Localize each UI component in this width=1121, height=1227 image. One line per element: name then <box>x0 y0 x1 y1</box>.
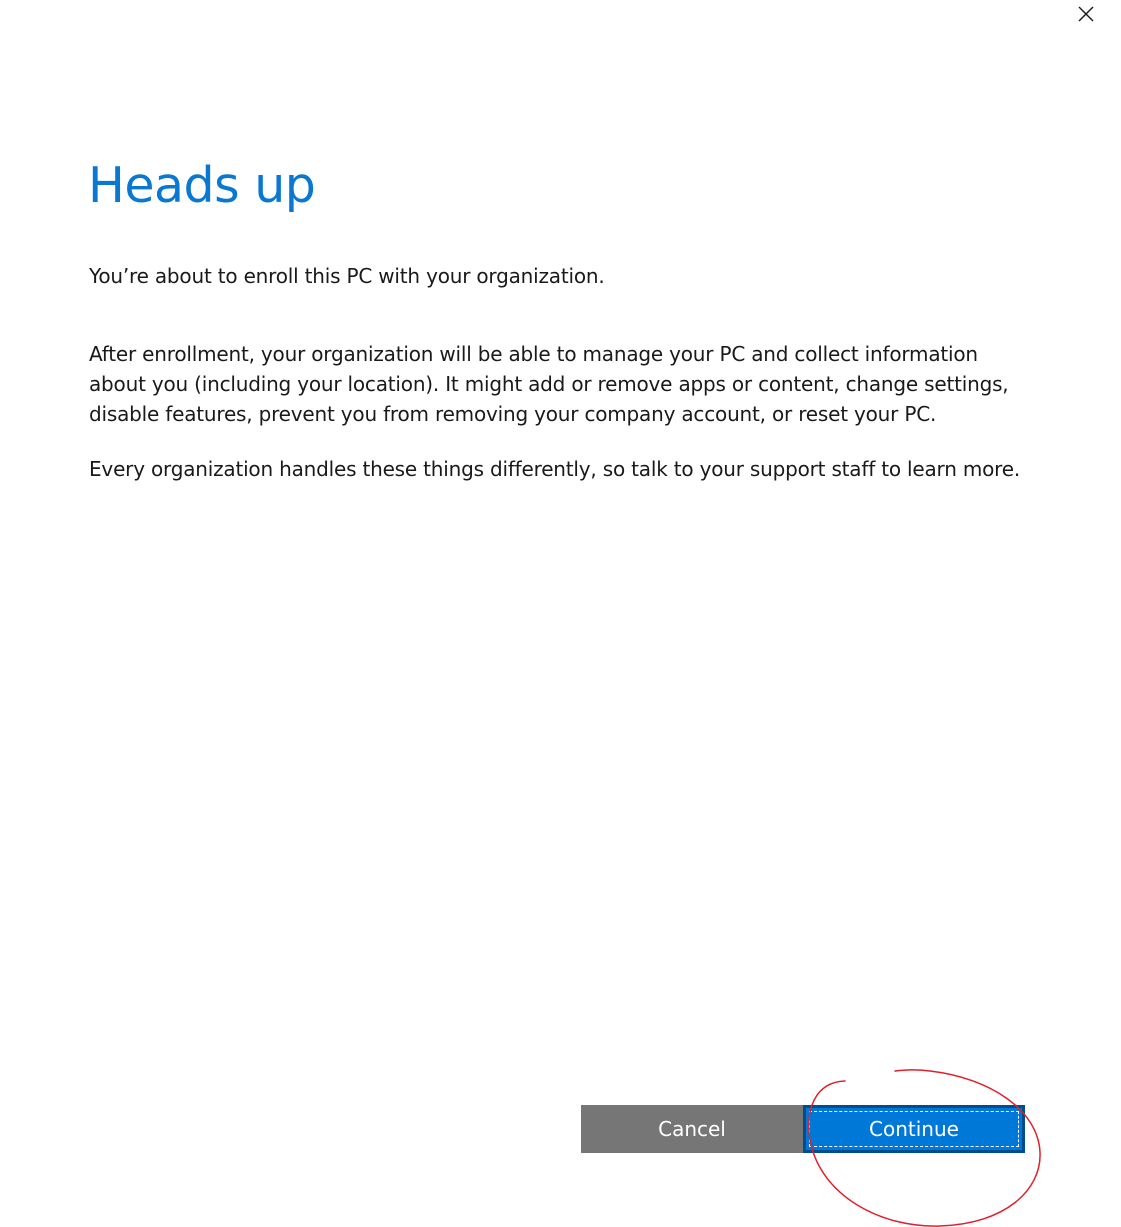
enrollment-details-text: After enrollment, your organization will be able to manage your PC and collect information about you (including your location). It might add or remove apps or content, change settings, disable features, prevent you from removing your company account, or reset your PC. <box>89 342 1009 426</box>
close-icon <box>1077 5 1095 23</box>
continue-button[interactable] <box>803 1105 1025 1153</box>
cancel-button[interactable]: Cancel <box>581 1105 803 1153</box>
intro-text: You’re about to enroll this PC with your organization. <box>89 264 605 288</box>
close-button[interactable] <box>1070 0 1102 28</box>
continue-button-label: Continue <box>869 1117 959 1141</box>
support-text: Every organization handles these things differently, so talk to your support staff to learn more. <box>89 457 1021 481</box>
dialog-title: Heads up <box>88 157 316 214</box>
